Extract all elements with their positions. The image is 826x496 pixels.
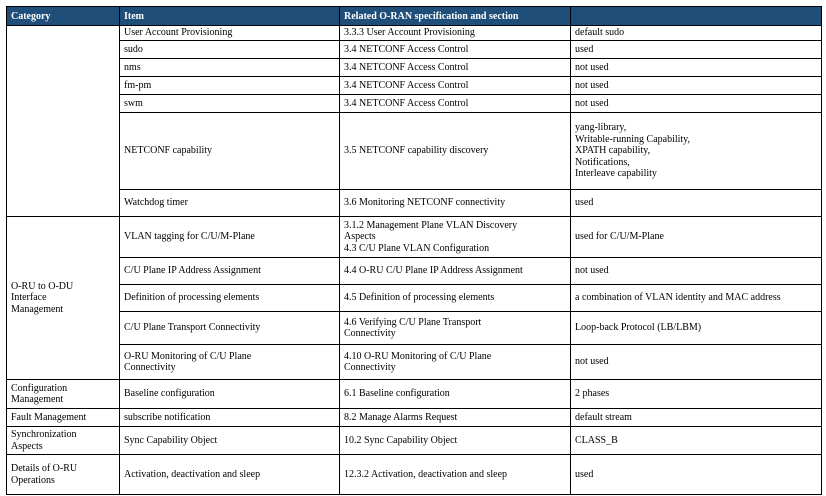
value-cell: default sudo <box>571 26 822 41</box>
category-cell: O-RU to O-DU Interface Management <box>7 217 120 380</box>
oran-spec-table <box>6 6 822 495</box>
table-row <box>7 455 822 495</box>
spec-cell: 4.10 O-RU Monitoring of C/U Plane Connectivity <box>340 345 571 380</box>
table-row <box>7 59 822 77</box>
value-cell: default stream <box>571 409 822 427</box>
item-cell: nms <box>120 59 340 77</box>
value-cell: yang-library, Writable-running Capability, XPATH capability, Notifications, Interleave capability <box>571 113 822 190</box>
value-cell: not used <box>571 258 822 285</box>
item-cell: C/U Plane IP Address Assignment <box>120 258 340 285</box>
item-cell: C/U Plane Transport Connectivity <box>120 312 340 345</box>
spec-cell: 12.3.2 Activation, deactivation and sleep <box>340 455 571 495</box>
item-cell: Sync Capability Object <box>120 427 340 455</box>
spec-cell: 3.5 NETCONF capability discovery <box>340 113 571 190</box>
spec-cell: 4.4 O-RU C/U Plane IP Address Assignment <box>340 258 571 285</box>
spec-cell: 3.4 NETCONF Access Control <box>340 59 571 77</box>
category-cell: Configuration Management <box>7 380 120 409</box>
category-cell: Details of O-RU Operations <box>7 455 120 495</box>
category-cell: Fault Management <box>7 409 120 427</box>
value-cell: used for C/U/M-Plane <box>571 217 822 258</box>
value-cell: used <box>571 190 822 217</box>
table-row <box>7 41 822 59</box>
header-value <box>571 7 822 26</box>
spec-cell: 8.2 Manage Alarms Request <box>340 409 571 427</box>
value-cell: not used <box>571 95 822 113</box>
item-cell: swm <box>120 95 340 113</box>
header-spec: Related O-RAN specification and section <box>340 7 571 26</box>
table-row <box>7 427 822 455</box>
header-item: Item <box>120 7 340 26</box>
table-row <box>7 190 822 217</box>
spec-cell: 6.1 Baseline configuration <box>340 380 571 409</box>
value-cell: not used <box>571 59 822 77</box>
table-row <box>7 77 822 95</box>
value-cell: not used <box>571 345 822 380</box>
value-cell: CLASS_B <box>571 427 822 455</box>
spec-cell: 3.3.3 User Account Provisioning <box>340 26 571 41</box>
table-row <box>7 113 822 190</box>
item-cell: subscribe notification <box>120 409 340 427</box>
table-row <box>7 285 822 312</box>
table-row <box>7 217 822 258</box>
value-cell: Loop-back Protocol (LB/LBM) <box>571 312 822 345</box>
table-row <box>7 258 822 285</box>
table-row <box>7 380 822 409</box>
value-cell: not used <box>571 77 822 95</box>
item-cell: NETCONF capability <box>120 113 340 190</box>
spec-cell: 4.5 Definition of processing elements <box>340 285 571 312</box>
spec-cell: 4.6 Verifying C/U Plane Transport Connectivity <box>340 312 571 345</box>
category-cell <box>7 26 120 217</box>
table-row <box>7 26 822 41</box>
header-category: Category <box>7 7 120 26</box>
spec-cell: 3.6 Monitoring NETCONF connectivity <box>340 190 571 217</box>
table-row <box>7 345 822 380</box>
table-row <box>7 409 822 427</box>
header-row <box>7 7 822 26</box>
item-cell: User Account Provisioning <box>120 26 340 41</box>
value-cell: a combination of VLAN identity and MAC address <box>571 285 822 312</box>
value-cell: 2 phases <box>571 380 822 409</box>
category-cell: Synchronization Aspects <box>7 427 120 455</box>
item-cell: fm-pm <box>120 77 340 95</box>
spec-cell: 3.1.2 Management Plane VLAN Discovery Aspects 4.3 C/U Plane VLAN Configuration <box>340 217 571 258</box>
table-row <box>7 312 822 345</box>
table-row <box>7 95 822 113</box>
item-cell: Activation, deactivation and sleep <box>120 455 340 495</box>
value-cell: used <box>571 41 822 59</box>
item-cell: sudo <box>120 41 340 59</box>
item-cell: Definition of processing elements <box>120 285 340 312</box>
spec-cell: 10.2 Sync Capability Object <box>340 427 571 455</box>
item-cell: Watchdog timer <box>120 190 340 217</box>
item-cell: Baseline configuration <box>120 380 340 409</box>
spec-cell: 3.4 NETCONF Access Control <box>340 95 571 113</box>
item-cell: O-RU Monitoring of C/U Plane Connectivity <box>120 345 340 380</box>
value-cell: used <box>571 455 822 495</box>
spec-cell: 3.4 NETCONF Access Control <box>340 77 571 95</box>
spec-cell: 3.4 NETCONF Access Control <box>340 41 571 59</box>
item-cell: VLAN tagging for C/U/M-Plane <box>120 217 340 258</box>
